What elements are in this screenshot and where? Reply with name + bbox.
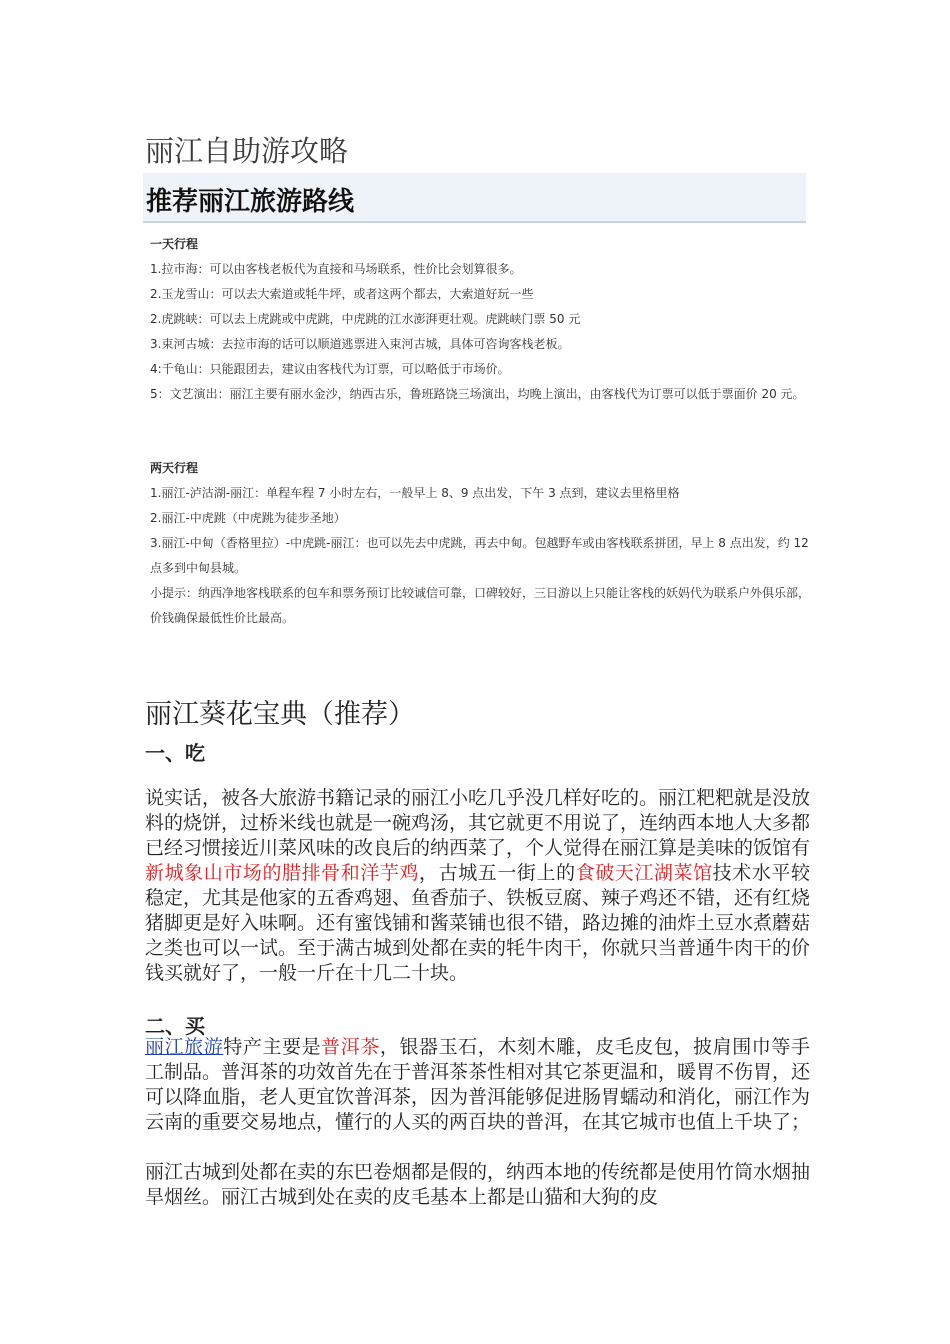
buy-text: 特产主要是: [223, 1036, 322, 1058]
buy-highlight-puer: 普洱茶: [321, 1036, 380, 1058]
route-heading: 推荐丽江旅游路线: [146, 187, 355, 217]
two-day-item: 2.丽江-中虎跳（中虎跳为徒步圣地）: [150, 511, 346, 525]
two-day-item: 3.丽江-中甸（香格里拉）-中虎跳-丽江：也可以先去中虎跳，再去中甸。包越野车或由客栈联系拼团，早上 8 点出发，约 12 点多到中甸县城。: [150, 536, 809, 575]
two-day-item: 1.丽江-泸沽湖-丽江：单程车程 7 小时左右，一般早上 8、9 点出发，下午 3 点到，建议去里格里格: [150, 486, 680, 500]
one-day-item: 3.束河古城：去拉市海的话可以顺道逃票进入束河古城，具体可咨询客栈老板。: [150, 337, 570, 351]
one-day-item: 2.虎跳峡：可以去上虎跳或中虎跳，中虎跳的江水澎湃更壮观。虎跳峡门票 50 元: [150, 312, 581, 326]
one-day-itinerary: [150, 232, 810, 407]
one-day-item: 4:千龟山：只能跟团去，建议由客栈代为订票，可以略低于市场价。: [150, 362, 510, 376]
eat-highlight-restaurant: 新城象山市场的腊排骨和洋芋鸡: [145, 862, 420, 884]
two-day-tip: 小提示：纳西净地客栈联系的包车和票务预订比较诚信可靠，口碑较好，三日游以上只能让客栈的妖妈代为联系户外俱乐部，价钱确保最低性价比最高。: [150, 586, 811, 625]
one-day-item: 5：文艺演出：丽江主要有丽水金沙，纳西古乐，鲁班路饶三场演出，均晚上演出，由客栈代为订票可以低于票面价 20 元。: [150, 387, 805, 401]
one-day-heading: 一天行程: [150, 237, 199, 251]
eat-heading: 一、吃: [145, 741, 205, 765]
one-day-item: 2.玉龙雪山：可以去大索道或牦牛坪，或者这两个都去，大索道好玩一些: [150, 287, 534, 301]
eat-paragraph: [145, 786, 810, 986]
buy-paragraph: [145, 1035, 810, 1135]
eat-text: 技术水平较稳定，尤其是他家的五香鸡翅、鱼香茄子、铁板豆腐、辣子鸡还不错，还有红烧猪脚更是好入味啊。还有蜜饯铺和酱菜铺也很不错，路边摊的油炸土豆水煮蘑菇之类也可以一试。至于满古城到处都在卖的牦牛肉干，你就只当普通牛肉干的价钱买就好了，一般一斤在十几二十块。: [145, 862, 811, 984]
two-day-itinerary: [150, 456, 810, 631]
eat-text: 说实话，被各大旅游书籍记录的丽江小吃几乎没几样好吃的。丽江粑粑就是没放料的烧饼，过桥米线也就是一碗鸡汤，其它就更不用说了，连纳西本地人大多都已经习惯接近川菜风味的改良后的纳西菜了，个人觉得在丽江算是美味的饭馆有: [145, 787, 811, 859]
document-title: 丽江自助游攻略: [145, 134, 349, 168]
eat-highlight-restaurant: 食破天江湖菜馆: [575, 862, 713, 884]
guide-title: 丽江葵花宝典（推荐）: [145, 699, 415, 730]
route-heading-bar: [143, 173, 806, 223]
two-day-heading: 两天行程: [150, 461, 199, 475]
one-day-item: 1.拉市海：可以由客栈老板代为直接和马场联系，性价比会划算很多。: [150, 262, 522, 276]
buy-heading: 二、买: [145, 1014, 205, 1038]
buy-text: ，银器玉石，木刻木雕，皮毛皮包，披肩围巾等手工制品。普洱茶的功效首先在于普洱茶茶性相对其它茶更温和，暖胃不伤胃，还可以降血脂，老人更宜饮普洱茶，因为普洱能够促进肠胃蠕动和消化，丽江作为云南的重要交易地点，懂行的人买的两百块的普洱，在其它城市也值上千块了；: [145, 1036, 811, 1133]
lijiang-travel-link[interactable]: 丽江旅游: [145, 1036, 224, 1058]
eat-text: ，古城五一街上的: [419, 862, 576, 884]
buy-paragraph-2: 丽江古城到处都在卖的东巴卷烟都是假的，纳西本地的传统都是使用竹筒水烟抽旱烟丝。丽江古城到处在卖的皮毛基本上都是山猫和大狗的皮: [145, 1161, 811, 1208]
